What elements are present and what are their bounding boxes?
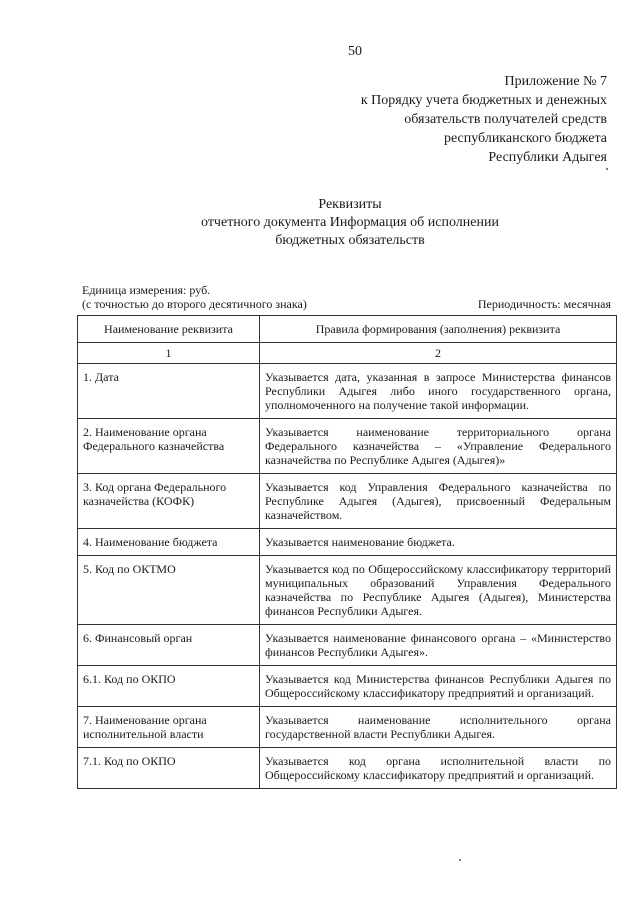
scan-speck [606, 168, 608, 170]
requisite-rule: Указывается код Министерства финансов Республики Адыгея по Общероссийскому классификатору предприятий и организаций. [260, 666, 617, 707]
table-row [78, 474, 617, 529]
requisite-name: 6. Финансовый орган [78, 625, 260, 666]
document-title [120, 196, 580, 250]
requisite-name: 2. Наименование органа Федерального казначейства [78, 419, 260, 474]
appendix-line: республиканского бюджета [443, 131, 607, 146]
requisite-name: 5. Код по ОКТМО [78, 556, 260, 625]
column-number: 1 [78, 343, 260, 364]
column-header-name: Наименование реквизита [78, 316, 260, 343]
requisite-name: 6.1. Код по ОКПО [78, 666, 260, 707]
appendix-line: к Порядку учета бюджетных и денежных [360, 93, 607, 108]
requisite-rule: Указывается наименование исполнительного органа государственной власти Республики Адыгея. [260, 707, 617, 748]
requisite-name: 1. Дата [78, 364, 260, 419]
unit-of-measure [82, 283, 307, 311]
scan-speck [459, 859, 461, 861]
title-line: отчетного документа Информация об исполнении [201, 215, 499, 230]
requisite-rule: Указывается наименование бюджета. [260, 529, 617, 556]
column-header-rule: Правила формирования (заполнения) реквизита [260, 316, 617, 343]
table-row [78, 419, 617, 474]
column-numbers-row [78, 343, 617, 364]
appendix-line: Приложение № 7 [504, 74, 607, 89]
requisite-name: 3. Код органа Федерального казначейства (КОФК) [78, 474, 260, 529]
title-line: бюджетных обязательств [275, 233, 425, 248]
requisite-name: 7.1. Код по ОКПО [78, 748, 260, 789]
requisite-rule: Указывается дата, указанная в запросе Министерства финансов Республики Адыгея либо иного государственного органа, уполномоченного на получение такой информации. [260, 364, 617, 419]
table-header-row [78, 316, 617, 343]
requisite-rule: Указывается наименование финансового органа – «Министерство финансов Республики Адыгея». [260, 625, 617, 666]
appendix-line: Республики Адыгея [488, 150, 607, 165]
requisite-name: 7. Наименование органа исполнительной власти [78, 707, 260, 748]
table-row [78, 625, 617, 666]
appendix-line: обязательств получателей средств [404, 112, 607, 127]
table-row [78, 364, 617, 419]
requisite-name: 4. Наименование бюджета [78, 529, 260, 556]
table-row [78, 707, 617, 748]
precision-note: (с точностью до второго десятичного знака) [82, 297, 307, 311]
periodicity: Периодичность: месячная [477, 297, 611, 311]
appendix-header [307, 72, 607, 167]
table-row [78, 556, 617, 625]
column-number: 2 [260, 343, 617, 364]
requisites-table [77, 315, 617, 789]
requisite-rule: Указывается код по Общероссийскому классификатору территорий муниципальных образований Управления Федерального казначейства по Республике Адыгея (Адыгея), Министерства финансов Республики Адыгея. [260, 556, 617, 625]
table-row [78, 529, 617, 556]
requisite-rule: Указывается наименование территориального органа Федерального казначейства – «Управление Федерального казначейства по Республике Адыгея (Адыгея)» [260, 419, 617, 474]
title-line: Реквизиты [318, 197, 382, 212]
requisite-rule: Указывается код Управления Федерального казначейства по Республике Адыгея (Адыгея), присвоенный Федеральным казначейством. [260, 474, 617, 529]
unit-line: Единица измерения: руб. [82, 283, 211, 297]
requisite-rule: Указывается код органа исполнительной власти по Общероссийскому классификатору предприятий и организаций. [260, 748, 617, 789]
table-row [78, 748, 617, 789]
page-number: 50 [348, 44, 362, 59]
table-row [78, 666, 617, 707]
